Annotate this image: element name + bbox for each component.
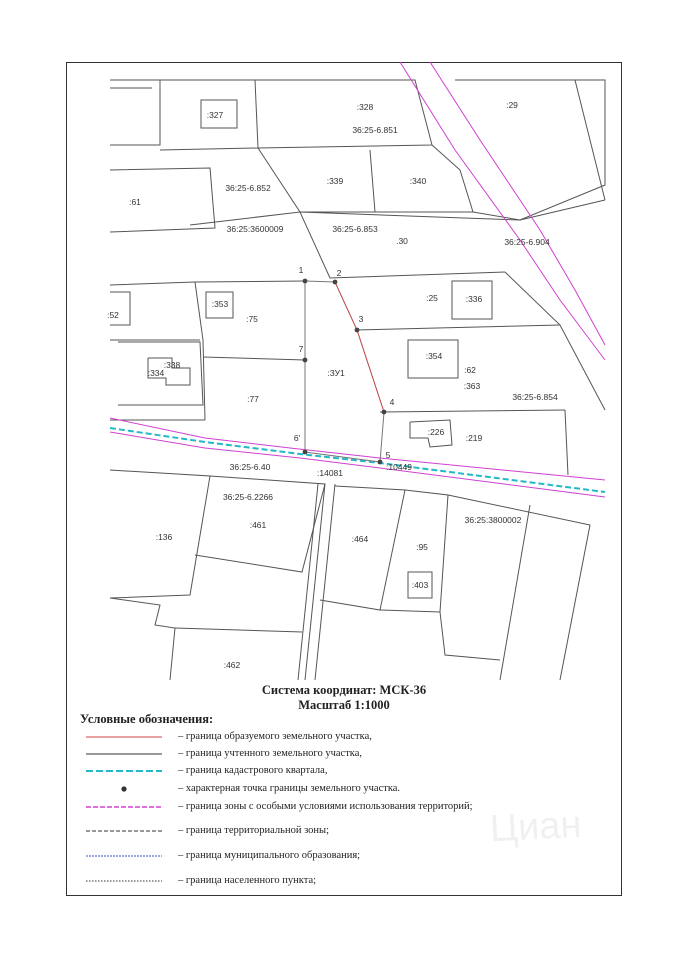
parcel-label-p336: :336 — [465, 294, 483, 304]
zone-boundary-diagonal-1 — [400, 62, 605, 360]
parcel-boundary — [380, 490, 448, 612]
parcel-label-q3800002: 36:25:3800002 — [464, 515, 522, 525]
legend-row — [86, 848, 606, 866]
legend-text: – характерная точка границы земельного участка. — [178, 783, 401, 794]
quarter-boundary — [110, 428, 605, 492]
parcel-label-p338: :338 — [163, 360, 181, 370]
legend-symbol-magenta-dashed — [86, 799, 162, 817]
parcel-boundary — [315, 484, 335, 680]
parcel-label-p62266: 36:25-6.2266 — [222, 492, 274, 502]
parcel-boundary — [455, 80, 605, 220]
legend-symbol-dark-line — [86, 746, 162, 764]
parcel-label-p6851: 36:25-6.851 — [352, 125, 398, 135]
parcel-boundary — [258, 145, 473, 212]
parcel-boundary — [110, 80, 160, 145]
parcel-boundary — [255, 80, 432, 148]
parcel-boundary — [370, 150, 375, 212]
boundary-point-2 — [333, 280, 338, 285]
parcel-label-p327: :327 — [206, 110, 224, 120]
legend-symbol-dotted-dark — [86, 873, 162, 891]
parcel-boundary — [500, 505, 530, 680]
parcel-label-p62: :62 — [464, 365, 476, 375]
legend-text: – граница территориальной зоны; — [178, 825, 329, 836]
legend-text: – граница образуемого земельного участка, — [178, 731, 372, 742]
point-label: 2 — [336, 268, 342, 278]
parcel-label-p462: :462 — [223, 660, 241, 670]
parcel-label-p136: :136 — [155, 532, 173, 542]
coord-system: Система координат: МСК-36 — [261, 683, 427, 697]
boundary-point-5 — [378, 460, 383, 465]
parcel-label-p61: :61 — [129, 197, 141, 207]
parcel-label-p461: :461 — [249, 520, 267, 530]
parcel-label-p353: :353 — [211, 299, 229, 309]
parcel-label-p29: :29 — [506, 100, 518, 110]
parcel-label-p640: 36:25-6.40 — [229, 462, 271, 472]
parcel-boundary — [203, 357, 305, 360]
point-label: 5 — [385, 450, 391, 460]
parcel-boundary — [380, 410, 565, 412]
parcel-label-p339: :339 — [326, 176, 344, 186]
parcel-boundary — [110, 292, 130, 325]
parcel-boundary — [110, 598, 175, 680]
parcel-label-p6854: 36:25-6.854 — [512, 392, 558, 402]
legend-symbol-dashed-dark — [86, 823, 162, 841]
legend-row — [86, 763, 606, 781]
parcel-label-p6852: 36:25-6.852 — [225, 183, 271, 193]
legend-row — [86, 873, 606, 891]
boundary-point-3 — [355, 328, 360, 333]
point-label: 3 — [358, 314, 364, 324]
legend-row — [86, 781, 606, 799]
legend-symbol-red-line — [86, 729, 162, 747]
point-label: 6' — [293, 433, 301, 443]
boundary-point-1 — [303, 279, 308, 284]
parcel-label-p328: :328 — [356, 102, 374, 112]
point-label: 1 — [298, 265, 304, 275]
parcel-label-p354: :354 — [425, 351, 443, 361]
parcel-label-p30: .30 — [396, 236, 408, 246]
zone-boundary-road-north — [110, 418, 605, 480]
legend-title: Условные обозначения: — [80, 712, 214, 726]
legend-text: – граница кадастрового квартала, — [178, 765, 328, 776]
parcel-boundary — [575, 80, 605, 200]
parcel-boundary — [565, 410, 568, 475]
legend-text: – граница учтенного земельного участка, — [178, 748, 363, 759]
parcel-label-p52: :52 — [107, 310, 119, 320]
parcel-label-p334: :334 — [147, 368, 165, 378]
parcel-boundary — [440, 612, 500, 660]
boundary-point-7 — [303, 358, 308, 363]
parcel-boundary — [300, 212, 520, 220]
parcel-label-p6904: 36:25-6.904 — [504, 237, 550, 247]
watermark: Циан — [488, 803, 583, 851]
legend-symbol-blue-dotted — [86, 848, 162, 866]
legend-symbol-point — [86, 781, 162, 799]
boundary-point-4 — [382, 410, 387, 415]
parcel-label-p226: :226 — [427, 427, 445, 437]
parcel-label-zu1: :ЗУ1 — [327, 368, 345, 378]
parcel-label-p464: :464 — [351, 534, 369, 544]
point-label: 7 — [298, 344, 304, 354]
point-label: 4 — [389, 397, 395, 407]
legend-row — [86, 746, 606, 764]
parcel-label-p14081: :14081 — [317, 468, 343, 478]
parcel-boundary — [110, 168, 215, 232]
parcel-boundary — [175, 628, 302, 632]
formed-parcel-zu1-red — [335, 282, 384, 412]
parcel-boundary — [330, 272, 505, 278]
legend-text: – граница муниципального образования; — [178, 850, 361, 861]
map-scale: Масштаб 1:1000 — [298, 698, 390, 712]
parcel-label-q3600009: 36:25:3600009 — [226, 224, 284, 234]
parcel-boundary — [355, 325, 560, 330]
legend-symbol-cyan-dashed — [86, 763, 162, 781]
boundary-point-6 — [303, 450, 308, 455]
parcel-label-p95: :95 — [416, 542, 428, 552]
parcel-label-p25: :25 — [426, 293, 438, 303]
parcel-label-p6853: 36:25-6.853 — [332, 224, 378, 234]
parcel-label-p77: :77 — [247, 394, 259, 404]
parcel-label-p403: :403 — [411, 580, 429, 590]
parcel-boundary — [110, 281, 305, 285]
legend-row — [86, 729, 606, 747]
legend-text: – граница зоны с особыми условиями использования территорий; — [178, 801, 473, 812]
parcel-label-p340: :340 — [409, 176, 427, 186]
parcel-boundary — [190, 212, 330, 278]
parcel-label-p10449: :10449 — [386, 462, 412, 472]
legend-text: – граница населенного пункта; — [178, 875, 317, 886]
parcel-label-p363: :363 — [463, 381, 481, 391]
parcel-label-p75: :75 — [246, 314, 258, 324]
parcel-label-p219: :219 — [465, 433, 483, 443]
